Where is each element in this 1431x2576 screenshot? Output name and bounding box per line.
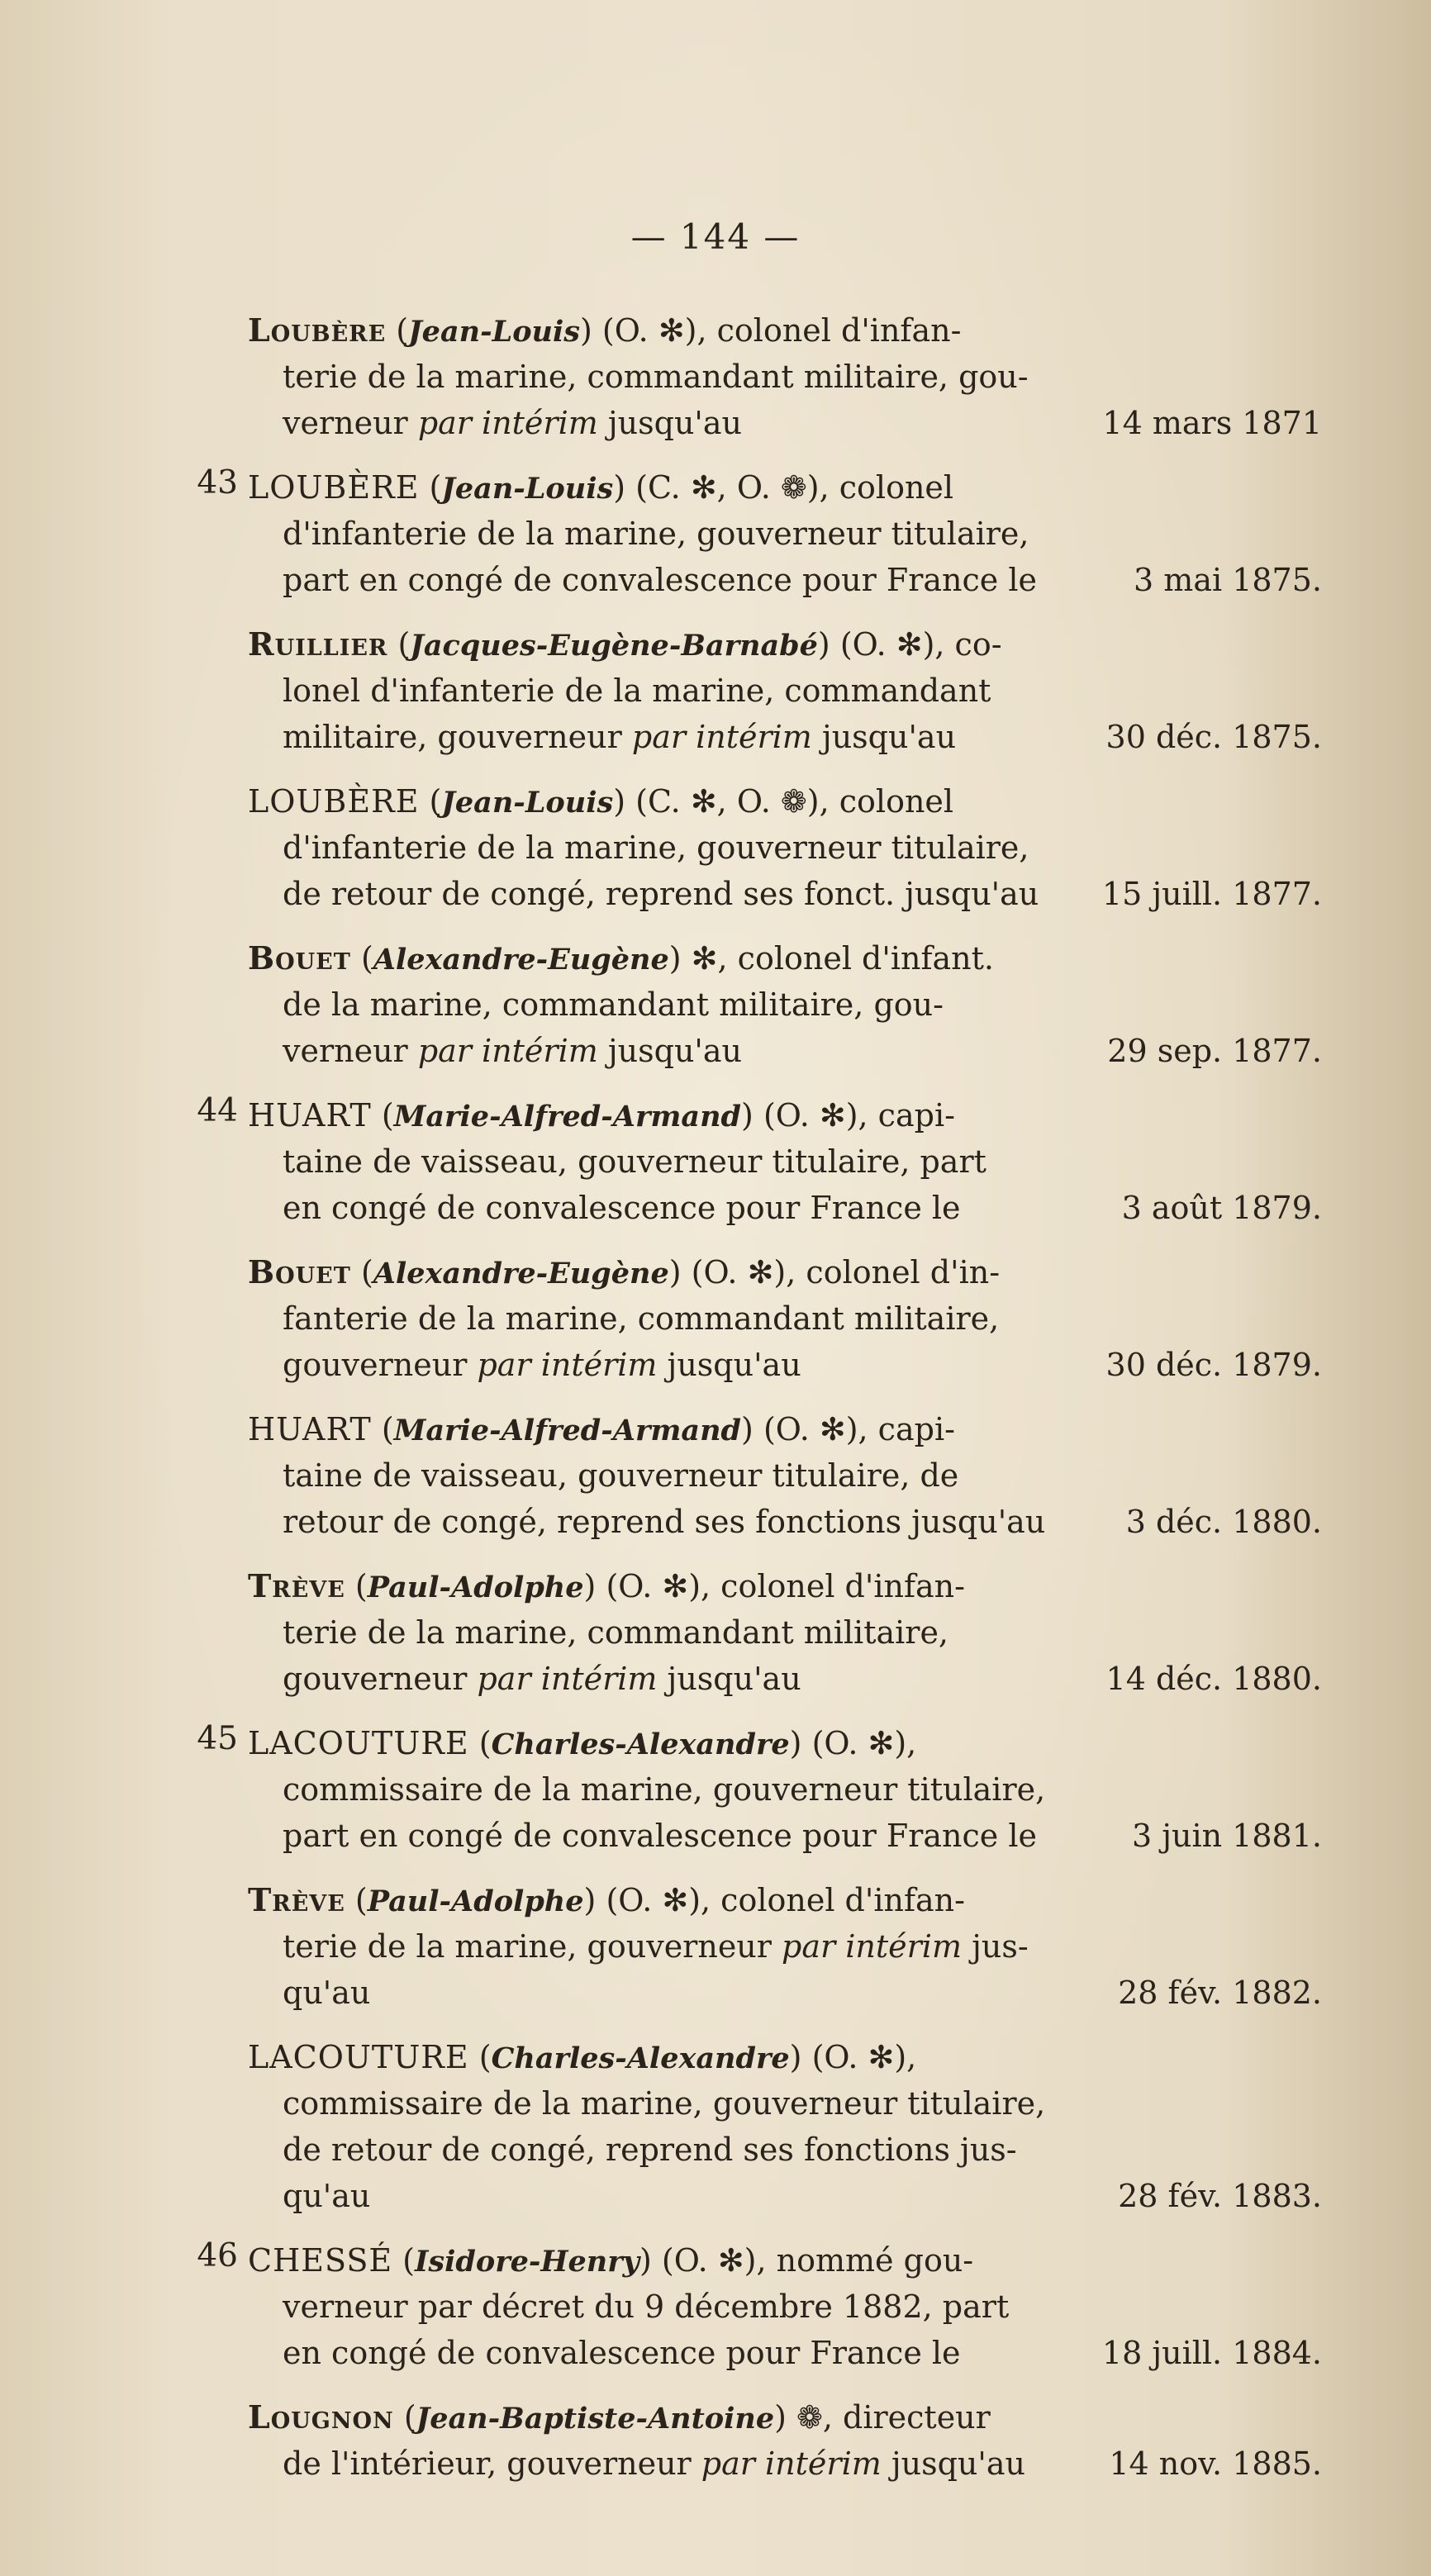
entry-number: 43 <box>197 464 238 501</box>
entry-text: (C. ✻, O. ❁), colonel <box>635 469 954 506</box>
entry-line <box>248 1970 1322 2016</box>
governor-entry <box>248 307 1322 446</box>
governor-name: Bouet <box>248 1253 351 1290</box>
entry-line: HUART (Marie-Alfred-Armand) (O. ✻), capi- <box>248 1097 955 1134</box>
entry-date: 18 juill. 1884. <box>1101 2335 1322 2371</box>
governor-entry <box>197 1720 1322 1859</box>
governor-entry <box>197 2237 1322 2376</box>
entry-text: en congé de convalescence pour France le <box>283 1190 961 1226</box>
entry-text: ✻, colonel d'infant. <box>691 940 994 977</box>
entry-text: part en congé de convalescence pour France le <box>283 1818 1038 1854</box>
entry-text: (O. ✻), colonel d'infan- <box>606 1568 965 1604</box>
given-names: Paul-Adolphe <box>367 1884 584 1918</box>
entry-text-italic: par intérim <box>417 1033 598 1069</box>
entry-text-italic: par intérim <box>701 2445 882 2482</box>
entry-text: gouverneur <box>283 1347 478 1383</box>
entry-number: 46 <box>197 2237 238 2274</box>
entry-line <box>248 1185 1322 1231</box>
entry-text: verneur <box>283 1033 418 1069</box>
entry-text: terie de la marine, commandant militaire, <box>283 1614 949 1651</box>
entry-date: 3 déc. 1880. <box>1125 1504 1322 1540</box>
entry-date: 28 fév. 1882. <box>1118 1975 1322 2011</box>
governor-name: HUART <box>248 1411 372 1447</box>
entry-text: jusqu'au <box>597 405 742 441</box>
entry-text: de l'intérieur, gouverneur <box>283 2445 701 2482</box>
entry-line: Trève (Paul-Adolphe) (O. ✻), colonel d'infan- <box>248 1881 965 1918</box>
entry-text: (O. ✻), <box>811 2039 917 2075</box>
governor-entry <box>248 935 1322 1074</box>
given-names: Jacques-Eugène-Barnabé <box>410 629 818 663</box>
entry-line <box>248 2284 1322 2330</box>
governor-name: Ruillier <box>248 625 388 663</box>
entry-text: (O. ✻), capi- <box>763 1097 955 1134</box>
entry-text: jusqu'au <box>811 719 957 755</box>
entry-line <box>248 1342 1322 1388</box>
entry-line: LOUBÈRE (Jean-Louis) (C. ✻, O. ❁), colonel <box>248 469 954 506</box>
entry-line <box>248 1923 1322 1970</box>
entry-line <box>248 825 1322 871</box>
given-names: Jean-Louis <box>441 786 614 820</box>
entry-text: de retour de congé, reprend ses fonctions jus- <box>283 2132 1017 2168</box>
entry-line <box>248 1028 1322 1074</box>
entry-text-italic: par intérim <box>477 1347 658 1383</box>
entry-line <box>248 1609 1322 1656</box>
entry-date: 3 mai 1875. <box>1134 562 1322 598</box>
entry-date: 3 juin 1881. <box>1131 1818 1322 1854</box>
entry-text: fanterie de la marine, commandant militaire, <box>283 1300 1000 1337</box>
entry-line <box>248 2127 1322 2173</box>
entry-line <box>248 1656 1322 1702</box>
entry-text: lonel d'infanterie de la marine, commandant <box>283 673 991 709</box>
entry-line <box>248 1813 1322 1859</box>
entry-text: taine de vaisseau, gouverneur titulaire, de <box>283 1457 959 1494</box>
governor-name: LACOUTURE <box>248 2039 469 2075</box>
entry-text: jusqu'au <box>657 1347 801 1383</box>
governor-name: Trève <box>248 1881 345 1918</box>
entry-text: retour de congé, reprend ses fonctions jusqu'au <box>283 1504 1046 1540</box>
entry-line: LACOUTURE (Charles-Alexandre) (O. ✻), <box>248 1725 917 1761</box>
entry-text: gouverneur <box>283 1661 478 1697</box>
entry-line: Ruillier (Jacques-Eugène-Barnabé) (O. ✻), co- <box>248 625 1002 663</box>
entry-line <box>248 511 1322 557</box>
given-names: Alexandre-Eugène <box>373 943 669 977</box>
entry-text: en congé de convalescence pour France le <box>283 2335 961 2371</box>
entry-line <box>248 1452 1322 1499</box>
entry-line <box>248 871 1322 917</box>
entry-line <box>248 2330 1322 2376</box>
given-names: Jean-Louis <box>408 315 580 349</box>
entry-text: (O. ✻), <box>811 1725 917 1761</box>
entry-line <box>248 714 1322 760</box>
entry-text: part en congé de convalescence pour France le <box>283 562 1038 598</box>
entry-text: (O. ✻), colonel d'infan- <box>606 1882 965 1918</box>
entry-line: Loubère (Jean-Louis) (O. ✻), colonel d'infan- <box>248 311 962 349</box>
entry-text: (O. ✻), capi- <box>763 1411 955 1447</box>
entry-text: jusqu'au <box>881 2445 1025 2482</box>
governor-entry <box>197 1092 1322 1231</box>
governor-name: Trève <box>248 1567 345 1604</box>
entry-line: Trève (Paul-Adolphe) (O. ✻), colonel d'infan- <box>248 1567 965 1604</box>
entry-line: LOUBÈRE (Jean-Louis) (C. ✻, O. ❁), colonel <box>248 783 954 820</box>
entry-date: 3 août 1879. <box>1121 1190 1322 1226</box>
entry-text: (O. ✻), colonel d'in- <box>691 1254 1001 1290</box>
governor-name: Bouet <box>248 939 351 977</box>
entry-text-italic: par intérim <box>631 719 812 755</box>
entry-text: de la marine, commandant militaire, gou- <box>283 986 944 1023</box>
entry-text: taine de vaisseau, gouverneur titulaire, part <box>283 1143 986 1180</box>
entry-line <box>248 1499 1322 1545</box>
entry-text: (O. ✻), nommé gou- <box>661 2242 974 2279</box>
entry-text: qu'au <box>283 1975 371 2011</box>
given-names: Paul-Adolphe <box>367 1571 584 1604</box>
entry-line <box>248 2441 1322 2487</box>
entry-date: 15 juill. 1877. <box>1101 876 1322 912</box>
entry-text: commissaire de la marine, gouverneur titulaire, <box>283 2085 1046 2122</box>
entry-text: verneur <box>283 405 418 441</box>
entry-text: qu'au <box>283 2178 371 2214</box>
entry-line <box>248 668 1322 714</box>
given-names: Marie-Alfred-Armand <box>393 1100 742 1134</box>
entry-line: Bouet (Alexandre-Eugène) ✻, colonel d'infant. <box>248 939 994 977</box>
governor-name: Loubère <box>248 311 387 349</box>
entry-line <box>248 2080 1322 2127</box>
entry-text-italic: par intérim <box>477 1661 658 1697</box>
entry-line <box>248 2173 1322 2219</box>
entry-text: terie de la marine, gouverneur <box>283 1928 782 1965</box>
entry-line <box>248 400 1322 446</box>
entry-date: 30 déc. 1879. <box>1105 1347 1322 1383</box>
entry-line: Bouet (Alexandre-Eugène) (O. ✻), colonel d'in- <box>248 1253 1001 1290</box>
entry-text: verneur par décret du 9 décembre 1882, part <box>283 2288 1010 2325</box>
governor-name: LOUBÈRE <box>248 783 420 820</box>
governor-entry <box>197 464 1322 603</box>
entry-text: d'infanterie de la marine, gouverneur titulaire, <box>283 829 1029 866</box>
entry-text: (C. ✻, O. ❁), colonel <box>635 783 954 820</box>
entry-date: 14 mars 1871 <box>1102 405 1322 441</box>
entry-text: de retour de congé, reprend ses fonct. jusqu'au <box>283 876 1039 912</box>
entry-date: 14 déc. 1880. <box>1105 1661 1322 1697</box>
entry-date: 28 fév. 1883. <box>1118 2178 1322 2214</box>
governor-entry <box>248 778 1322 917</box>
entry-text: militaire, gouverneur <box>283 719 632 755</box>
governor-entry <box>248 621 1322 760</box>
governor-entry <box>248 2394 1322 2487</box>
governor-entry <box>248 2034 1322 2219</box>
entry-text: (O. ✻), co- <box>839 626 1002 663</box>
entry-text: commissaire de la marine, gouverneur titulaire, <box>283 1771 1046 1808</box>
governor-entry <box>248 1249 1322 1388</box>
entry-date: 30 déc. 1875. <box>1105 719 1322 755</box>
given-names: Marie-Alfred-Armand <box>393 1414 742 1447</box>
page-number: — 144 — <box>630 216 801 257</box>
entry-text: jus- <box>962 1928 1029 1965</box>
entry-line <box>248 1138 1322 1185</box>
entry-line <box>248 557 1322 603</box>
governor-entry <box>248 1406 1322 1545</box>
entry-number: 45 <box>197 1720 238 1757</box>
entry-text: d'infanterie de la marine, gouverneur titulaire, <box>283 516 1029 552</box>
entry-text: ❁, directeur <box>796 2399 991 2436</box>
governor-entry <box>248 1877 1322 2016</box>
entry-date: 29 sep. 1877. <box>1107 1033 1322 1069</box>
entry-line <box>248 981 1322 1028</box>
entry-line: LACOUTURE (Charles-Alexandre) (O. ✻), <box>248 2039 917 2075</box>
entry-line <box>248 354 1322 400</box>
entry-text: (O. ✻), colonel d'infan- <box>601 312 962 349</box>
entry-text: terie de la marine, commandant militaire, gou- <box>283 359 1029 395</box>
governor-name: Lougnon <box>248 2398 394 2436</box>
entry-text-italic: par intérim <box>782 1928 962 1965</box>
governor-name: CHESSÉ <box>248 2242 393 2279</box>
entry-text: jusqu'au <box>657 1661 801 1697</box>
entry-line <box>248 1766 1322 1813</box>
given-names: Isidore-Henry <box>415 2245 639 2279</box>
entry-text-italic: par intérim <box>417 405 598 441</box>
entry-text: jusqu'au <box>597 1033 742 1069</box>
given-names: Charles-Alexandre <box>491 2041 790 2075</box>
governor-name: LACOUTURE <box>248 1725 469 1761</box>
governor-name: HUART <box>248 1097 372 1134</box>
given-names: Charles-Alexandre <box>491 1728 790 1761</box>
entry-number: 44 <box>197 1092 238 1129</box>
entry-line <box>248 1295 1322 1342</box>
entry-line: Lougnon (Jean-Baptiste-Antoine) ❁, directeur <box>248 2398 991 2436</box>
given-names: Jean-Louis <box>441 472 614 506</box>
entry-line: CHESSÉ (Isidore-Henry) (O. ✻), nommé gou- <box>248 2242 974 2279</box>
entry-date: 14 nov. 1885. <box>1109 2445 1322 2482</box>
governor-entry <box>248 1563 1322 1702</box>
governor-name: LOUBÈRE <box>248 469 420 506</box>
entry-line: HUART (Marie-Alfred-Armand) (O. ✻), capi- <box>248 1411 955 1447</box>
given-names: Alexandre-Eugène <box>373 1257 669 1290</box>
given-names: Jean-Baptiste-Antoine <box>416 2402 775 2436</box>
